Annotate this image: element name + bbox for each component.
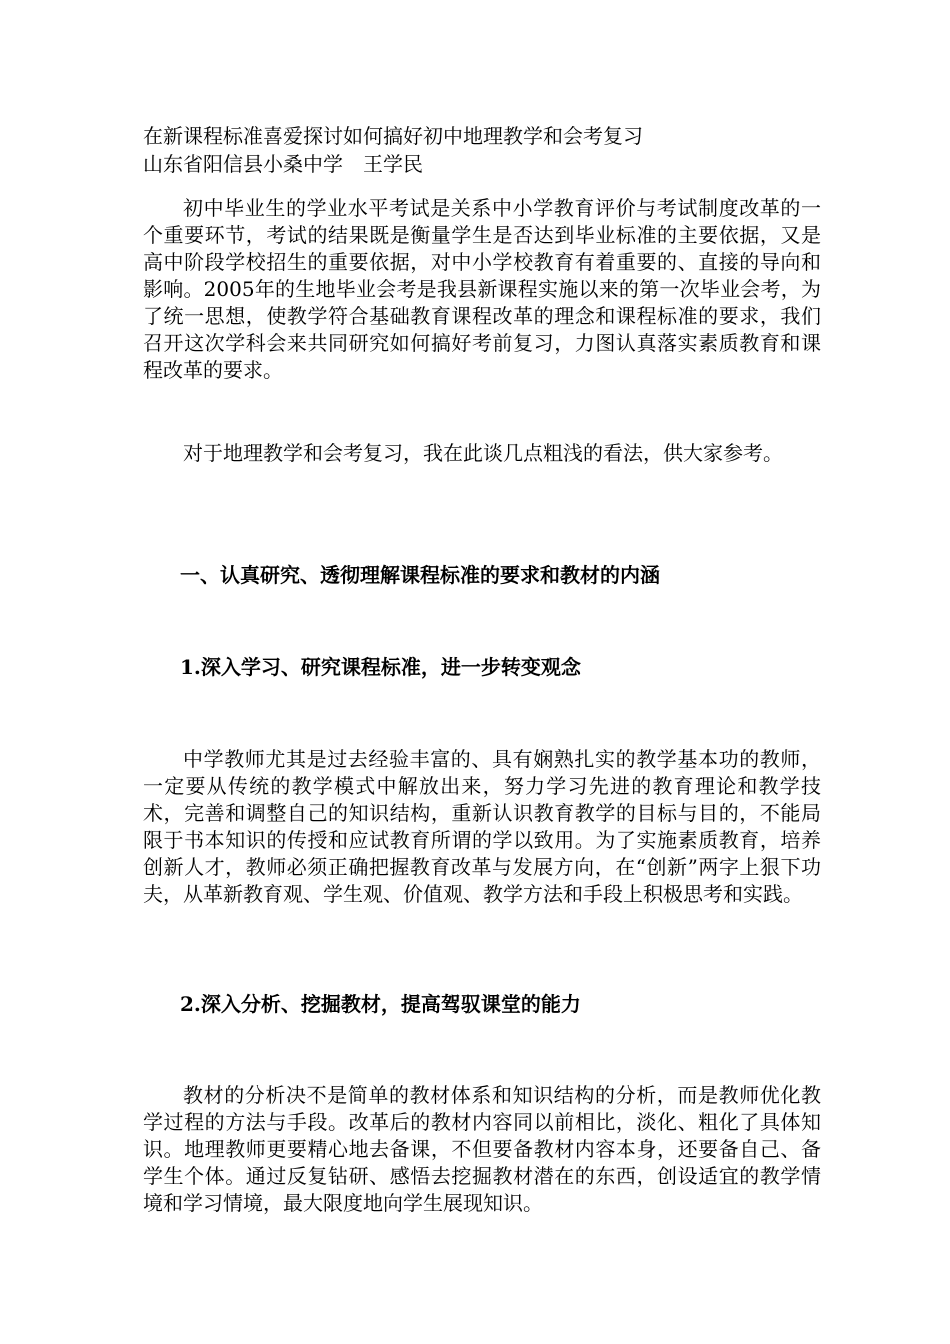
subsection-1-paragraph: 中学教师尤其是过去经验丰富的、具有娴熟扎实的教学基本功的教师，一定要从传统的教学模式中解放出来，努力学习先进的教育理论和教学技术，完善和调整自己的知识结构，重新认识教育教学的目标与目的，不能局限于书本知识的传授和应试教育所谓的学以致用。为了实施素质教育，培养创新人才，教师必须正确把握教育改革与发展方向，在“创新”两字上狠下功夫，从革新教育观、学生观、价值观、教学方法和手段上积极思考和实践。 [143,747,821,906]
author-line: 山东省阳信县小桑中学 王学民 [143,152,423,176]
subsection-2-paragraph: 教材的分析决不是简单的教材体系和知识结构的分析，而是教师优化教学过程的方法与手段。改革后的教材内容同以前相比，淡化、粗化了具体知识。地理教师更要精心地去备课，不但要备教材内容本身，还要备自己、备学生个体。通过反复钻研、感悟去挖掘教材潜在的东西，创设适宜的教学情境和学习情境，最大限度地向学生展现知识。 [143,1083,821,1215]
opinion-paragraph: 对于地理教学和会考复习，我在此谈几点粗浅的看法，供大家参考。 [183,441,783,465]
subsection-1-heading: 1.深入学习、研究课程标准，进一步转变观念 [180,655,581,679]
subsection-2-heading: 2.深入分析、挖掘教材，提高驾驭课堂的能力 [180,992,581,1016]
section-1-heading: 一、认真研究、透彻理解课程标准的要求和教材的内涵 [180,563,660,587]
document-title: 在新课程标准喜爱探讨如何搞好初中地理教学和会考复习 [143,124,643,148]
intro-paragraph: 初中毕业生的学业水平考试是关系中小学教育评价与考试制度改革的一个重要环节，考试的结果既是衡量学生是否达到毕业标准的主要依据，又是高中阶段学校招生的重要依据，对中小学校教育有着重要的、直接的导向和影响。2005年的生地毕业会考是我县新课程实施以来的第一次毕业会考，为了统一思想，使教学符合基础教育课程改革的理念和课程标准的要求，我们召开这次学科会来共同研究如何搞好考前复习，力图认真落实素质教育和课程改革的要求。 [143,196,821,382]
